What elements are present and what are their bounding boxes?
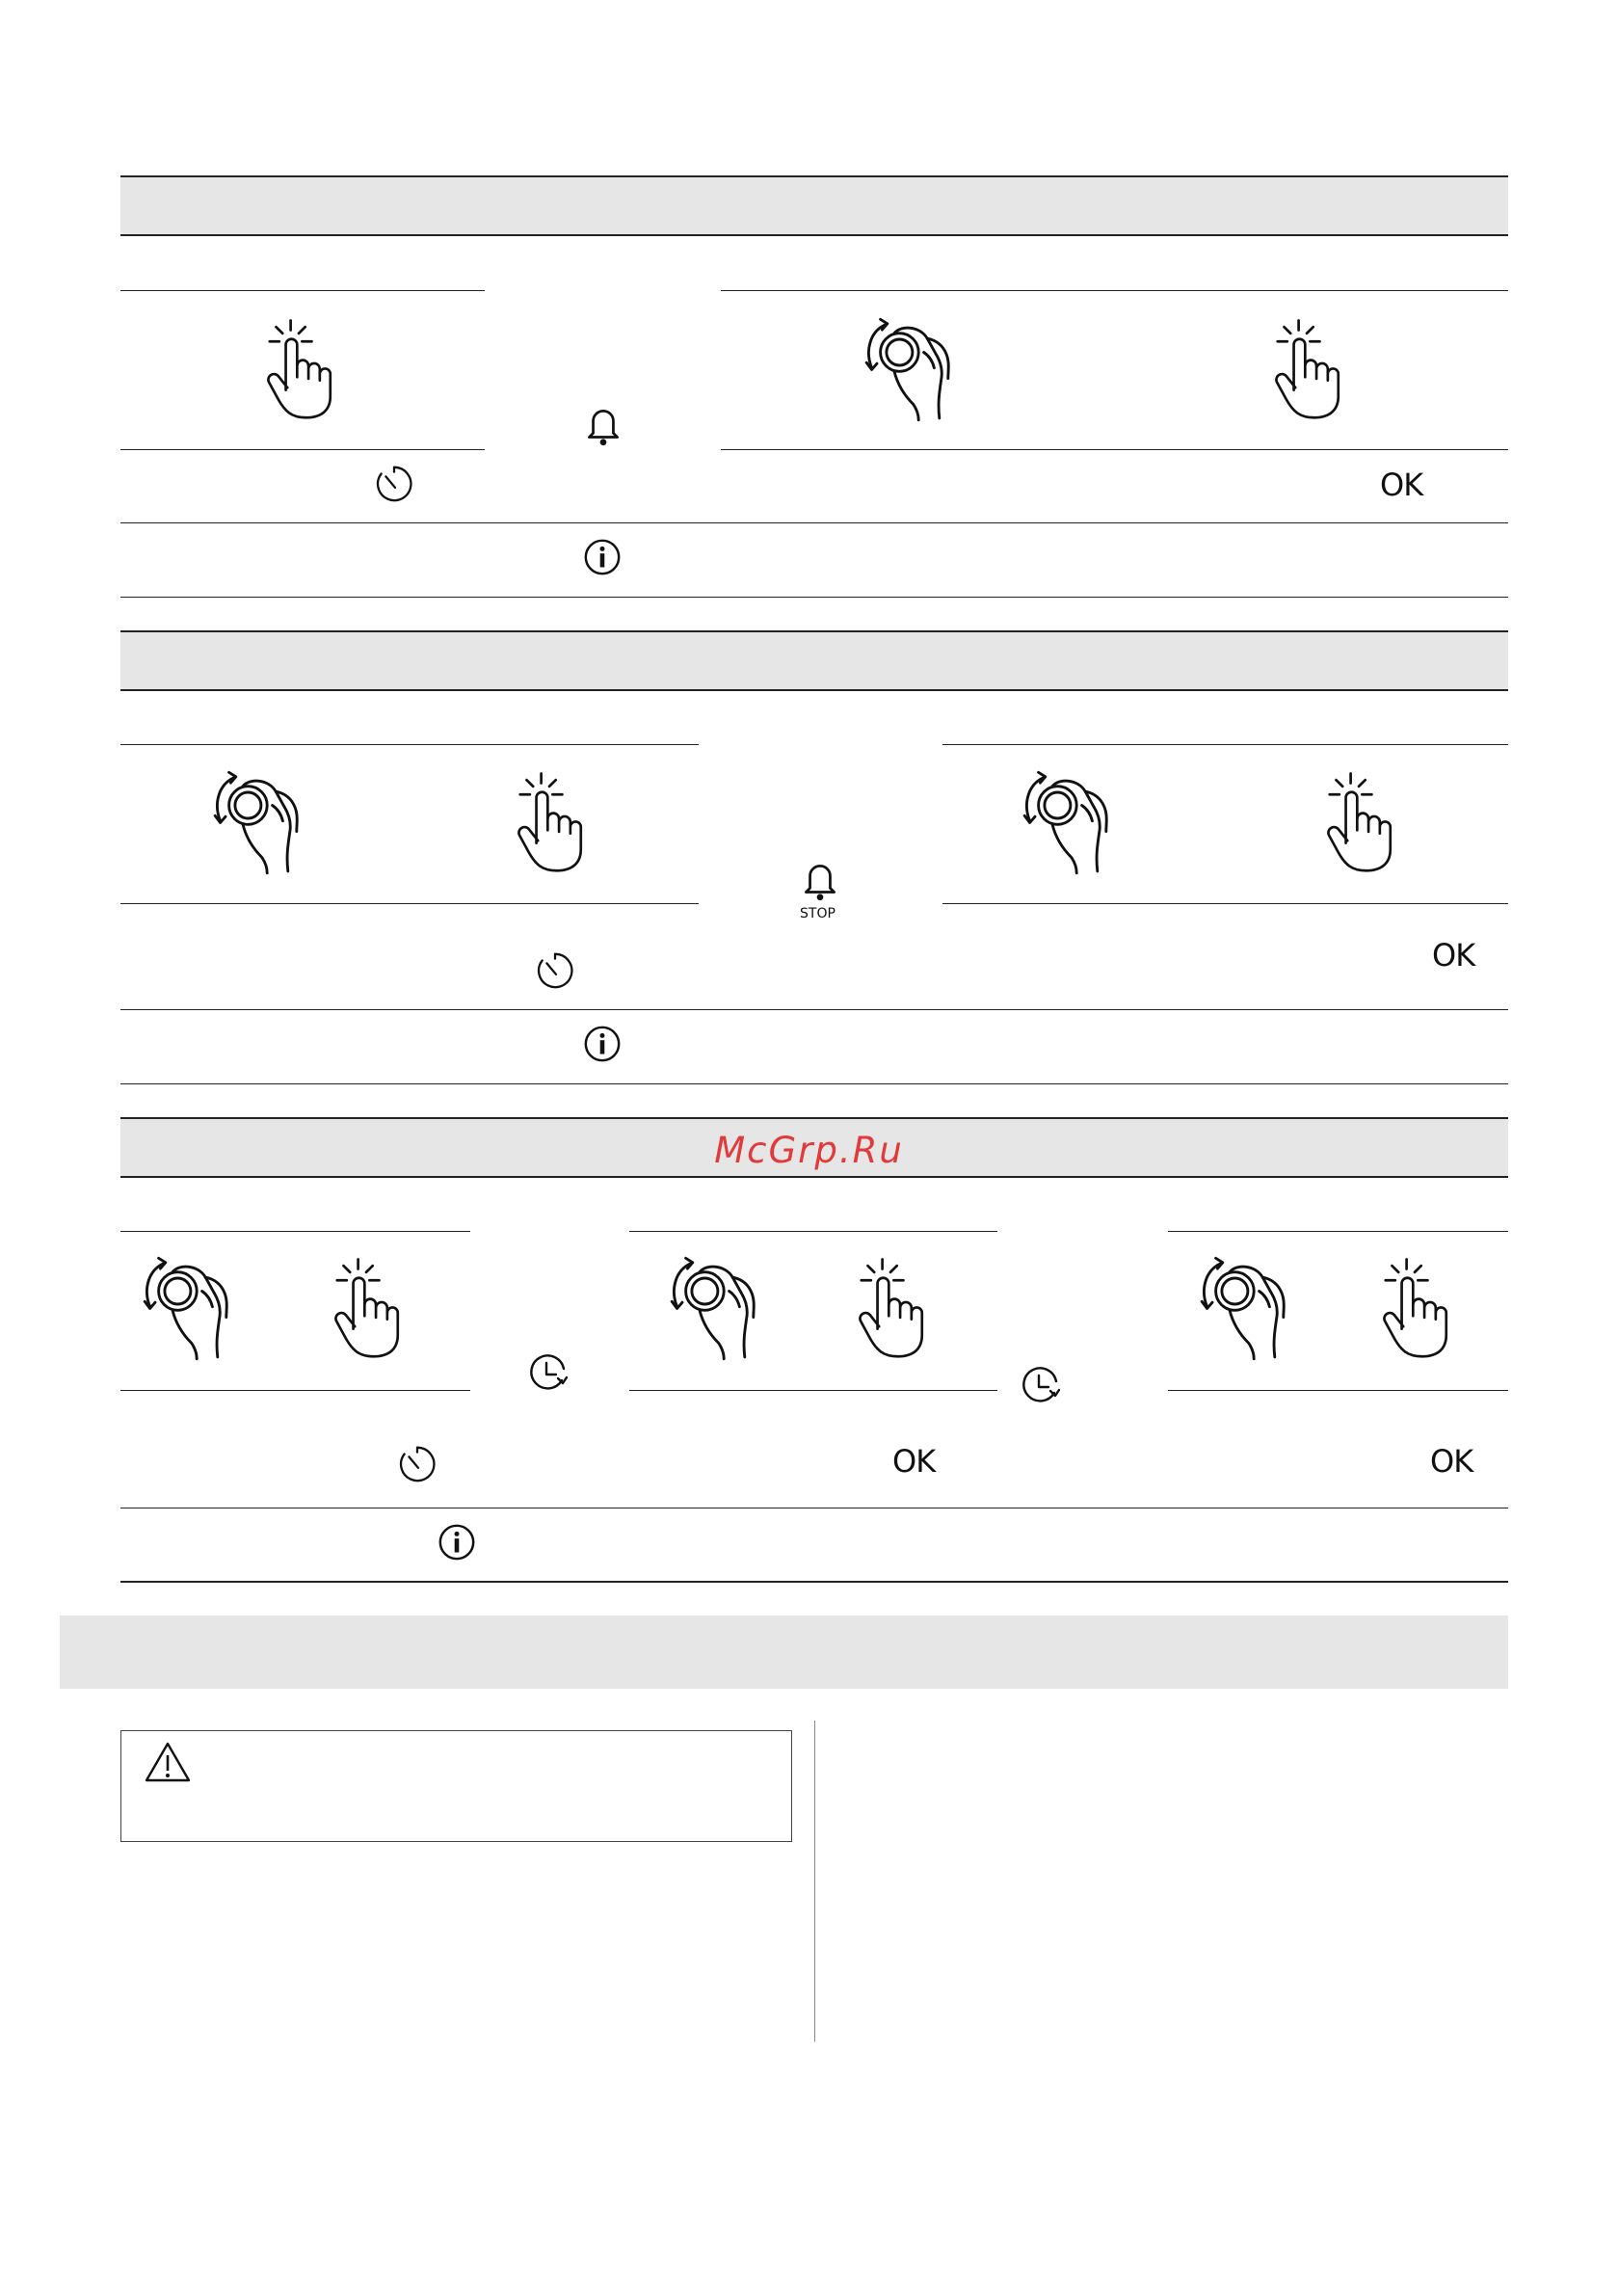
column-divider	[814, 1721, 815, 2042]
rule	[120, 1176, 1508, 1178]
timer-icon	[374, 464, 414, 504]
rule	[120, 449, 485, 450]
rule	[120, 1009, 1508, 1010]
rule	[120, 522, 1508, 523]
warning-box	[120, 1730, 792, 1842]
tap-hand-icon	[1318, 763, 1399, 879]
info-icon	[582, 537, 623, 577]
rule	[120, 1083, 1508, 1084]
tap-hand-icon	[326, 1249, 407, 1365]
rotate-knob-hand-icon	[1018, 760, 1122, 877]
info-icon	[582, 1024, 623, 1064]
rule	[120, 1581, 1508, 1583]
clock-arrow-icon	[527, 1351, 570, 1394]
warning-triangle-icon	[143, 1740, 193, 1784]
clock-arrow-icon	[1020, 1364, 1062, 1406]
rule	[942, 744, 1508, 745]
ok-label: OK	[1432, 937, 1475, 974]
rule	[629, 1390, 997, 1391]
rule	[721, 290, 1508, 291]
tap-hand-icon	[1266, 310, 1347, 426]
rule	[629, 1231, 997, 1232]
rule	[120, 744, 699, 745]
ok-label: OK	[892, 1443, 936, 1480]
rule	[1168, 1390, 1508, 1391]
rule	[721, 449, 1508, 450]
bell-icon	[583, 403, 623, 447]
tap-hand-icon	[1374, 1249, 1455, 1365]
rule	[120, 689, 1508, 691]
rotate-knob-hand-icon	[138, 1245, 242, 1363]
rule	[120, 1231, 470, 1232]
section-header-band-1	[120, 175, 1508, 234]
info-icon	[437, 1522, 477, 1562]
rule	[120, 630, 1508, 632]
tap-hand-icon	[850, 1249, 931, 1365]
rule	[120, 903, 699, 904]
ok-label: OK	[1430, 1443, 1473, 1480]
chapter-header-band	[60, 1615, 1508, 1689]
watermark: McGrp.Ru	[714, 1130, 904, 1171]
rule	[1168, 1231, 1508, 1232]
rotate-knob-hand-icon	[665, 1245, 769, 1363]
rule	[120, 1390, 470, 1391]
rule	[120, 290, 485, 291]
rotate-knob-hand-icon	[1195, 1245, 1299, 1363]
section-header-band-2	[120, 630, 1508, 689]
rule	[120, 234, 1508, 236]
rule	[942, 903, 1508, 904]
ok-label: OK	[1380, 467, 1423, 503]
rule	[120, 175, 1508, 177]
rotate-knob-hand-icon	[860, 307, 964, 424]
rule	[120, 597, 1508, 598]
bell-stop-icon	[800, 858, 840, 902]
timer-icon	[535, 950, 575, 991]
rotate-knob-hand-icon	[208, 760, 312, 877]
stop-label: STOP	[800, 906, 836, 921]
tap-hand-icon	[258, 310, 339, 426]
rule	[120, 1117, 1508, 1119]
tap-hand-icon	[509, 763, 590, 879]
timer-icon	[397, 1444, 438, 1484]
